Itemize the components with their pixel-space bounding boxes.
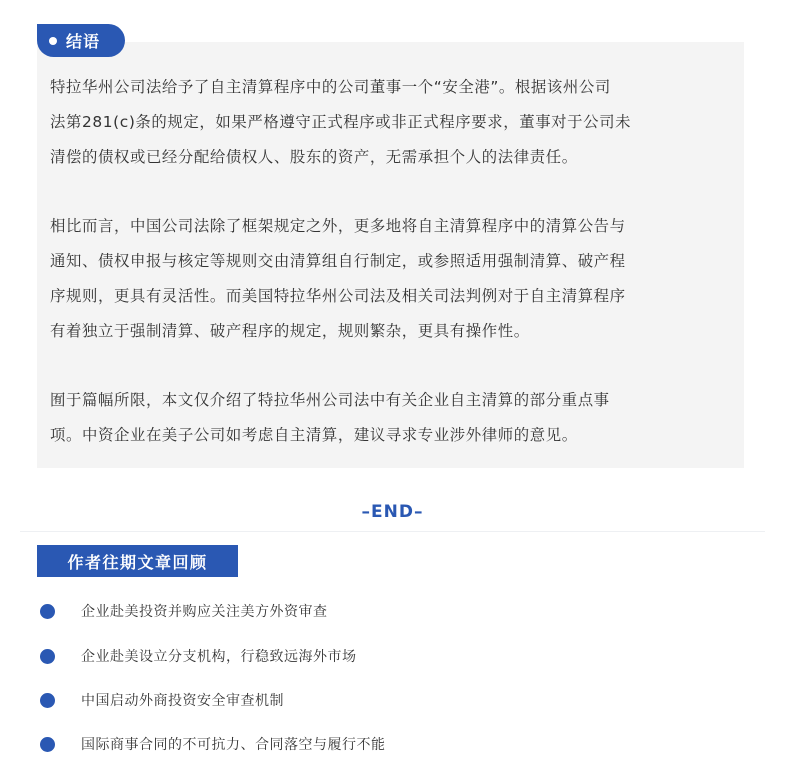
conclusion-line: 序规则，更具有灵活性。而美国特拉华州公司法及相关司法判例对于自主清算程序 xyxy=(50,286,626,305)
review-item-title[interactable]: 企业赴美设立分支机构，行稳致远海外市场 xyxy=(81,649,357,665)
bullet-dot-icon xyxy=(40,649,55,664)
conclusion-line: 清偿的债权或已经分配给债权人、股东的资产，无需承担个人的法律责任。 xyxy=(50,147,578,166)
bullet-dot-icon xyxy=(40,693,55,708)
review-item-title[interactable]: 中国启动外商投资安全审查机制 xyxy=(81,693,284,709)
conclusion-line: 项。中资企业在美子公司如考虑自主清算，建议寻求专业涉外律师的意见。 xyxy=(50,425,578,444)
conclusion-label: 结语 xyxy=(66,32,101,51)
conclusion-line: 特拉华州公司法给予了自主清算程序中的公司董事一个“安全港”。根据该州公司 xyxy=(50,78,611,96)
review-item[interactable] xyxy=(40,644,357,668)
conclusion-line: 有着独立于强制清算、破产程序的规定，规则繁杂，更具有操作性。 xyxy=(50,321,530,340)
conclusion-line: 相比而言，中国公司法除了框架规定之外，更多地将自主清算程序中的清算公告与 xyxy=(50,217,626,236)
review-header: 作者往期文章回顾 xyxy=(37,545,238,577)
review-item[interactable] xyxy=(40,732,386,756)
review-item[interactable] xyxy=(40,688,284,712)
conclusion-line: 囿于篇幅所限，本文仅介绍了特拉华州公司法中有关企业自主清算的部分重点事 xyxy=(50,391,610,410)
conclusion-line: 法第281(c)条的规定，如果严格遵守正式程序或非正式程序要求，董事对于公司未 xyxy=(50,112,632,131)
review-item-title[interactable]: 国际商事合同的不可抗力、合同落空与履行不能 xyxy=(81,737,386,753)
review-item-title[interactable]: 企业赴美投资并购应关注美方外资审查 xyxy=(81,604,328,620)
bullet-dot-icon xyxy=(40,737,55,752)
review-item[interactable] xyxy=(40,599,328,623)
bullet-dot-icon xyxy=(40,604,55,619)
end-mark: –END– xyxy=(361,502,424,522)
conclusion-line: 通知、债权申报与核定等规则交由清算组自行制定，或参照适用强制清算、破产程 xyxy=(50,251,626,270)
